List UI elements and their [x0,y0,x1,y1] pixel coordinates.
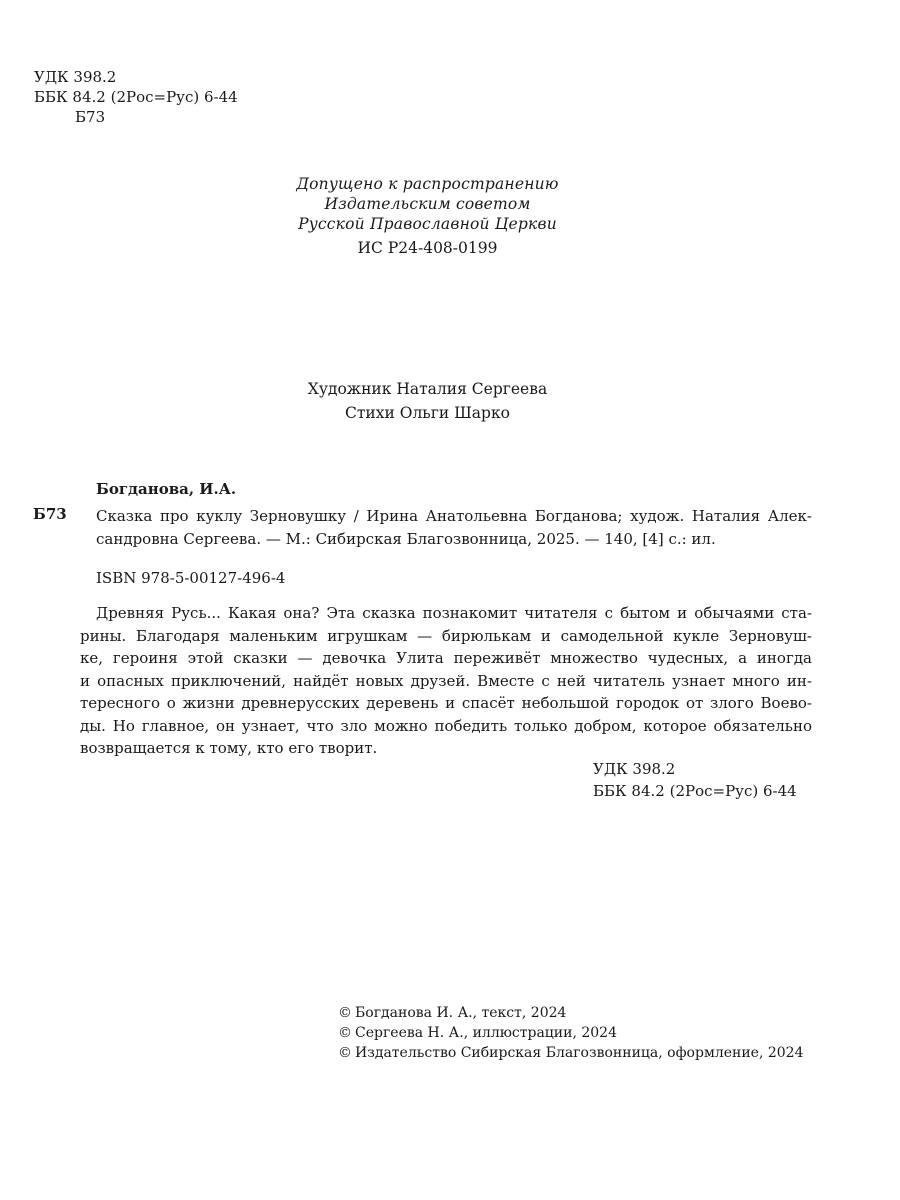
bibliographic-description [96,505,812,551]
copyright-text: Сергеева Н. А., иллюстрации, 2024 [355,1025,618,1041]
approval-line-1: Допущено к распространению [296,175,559,193]
udk-code: УДК 398.2 [34,68,117,86]
description-line-1: Сказка про куклу Зерновушку / Ирина Анатольевна Богданова; худож. Наталия Алек- [96,507,812,525]
church-approval [0,174,855,258]
annotation-line: тересного о жизни древнерусских деревень и спасёт небольшой городок от злого Воево- [80,694,812,712]
bbk-code-bottom: ББК 84.2 (2Рос=Рус) 6-44 [593,782,797,800]
copyright-line [338,1043,804,1063]
udk-code-bottom: УДК 398.2 [593,760,676,778]
approval-code: ИС Р24-408-0199 [357,239,498,257]
classification-top [34,67,238,127]
annotation-line: Древняя Русь... Какая она? Эта сказка познакомит читателя с бытом и обычаями ста- [96,604,812,622]
annotation-line: и опасных приключений, найдёт новых друзей. Вместе с ней читатель узнает много ин- [80,671,812,690]
copyright-symbol-icon: © [338,1005,352,1021]
classification-bottom [593,758,797,802]
annotation-line: рины. Благодаря маленьким игрушкам — бирюлькам и самодельной кукле Зерновуш- [80,626,812,645]
annotation-line: ке, героиня этой сказки — девочка Улита переживёт множество чудесных, а иногда [80,649,812,667]
description-line-2: сандровна Сергеева. — М.: Сибирская Благозвонница, 2025. — 140, [4] с.: ил. [96,530,716,548]
copyright-notices [338,1003,804,1063]
artist-credit: Художник Наталия Сергеева [307,380,548,398]
copyright-symbol-icon: © [338,1025,352,1041]
author-heading: Богданова, И.А. [96,480,237,498]
credits [0,377,855,425]
cutter-code: Б73 [33,505,67,523]
isbn: ISBN 978-5-00127-496-4 [96,569,286,587]
annotation-line: ды. Но главное, он узнает, что зло можно победить только добром, которое обязательно [80,716,812,735]
copyright-text: Богданова И. А., текст, 2024 [355,1005,567,1021]
annotation-line: возвращается к тому, кто его творит. [80,739,378,757]
annotation [80,602,812,760]
cutter-code-top: Б73 [75,108,106,126]
approval-line-3: Русской Православной Церкви [298,215,557,233]
approval-line-2: Издательским советом [324,195,531,213]
copyright-text: Издательство Сибирская Благозвонница, оформление, 2024 [355,1045,804,1061]
bbk-code: ББК 84.2 (2Рос=Рус) 6-44 [34,88,238,106]
copyright-symbol-icon: © [338,1045,352,1061]
copyright-line [338,1023,804,1043]
poems-credit: Стихи Ольги Шарко [344,404,510,422]
copyright-line [338,1003,804,1023]
